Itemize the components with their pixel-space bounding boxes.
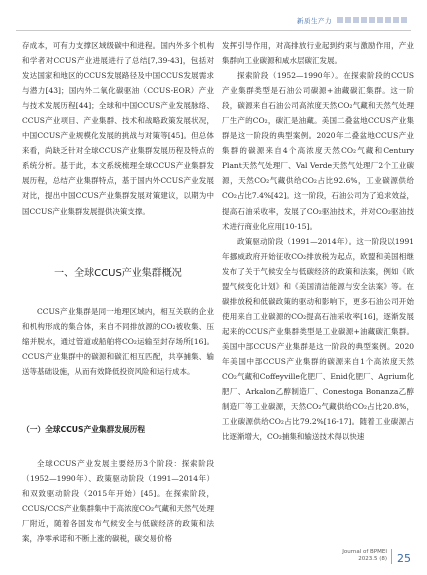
header-decoration [337, 17, 409, 23]
footer-journal [342, 549, 387, 563]
intro-paragraph: 存成本，可有力支撑区域级碳中和进程。国内外多个机构和学者对CCUS产业进展进行了总结[7,39-43]，包括对发达国家和地区的CCUS发展路径及中国CCUS发展需求与潜力[43]；国内外二氧化碳驱油（CCUS-EOR）产业与技术发展历程[44]；全球和中国CCUS产业发展脉络、CCUS产业项目、产业集群、技术和战略政策发展状况，中国CCUS产业规模化发展的挑战与对策等[45]。但总体来看，尚缺乏针对全球CCUS产业集群发展历程及特点的系统分析。基于此，本文系统梳理全球CCUS产业集群发展历程，总结产业集群特点，基于国内外CCUS产业发展对比，提出中国CCUS产业集群发展对策建议，以期为中国CCUS产业集群发展提供决策支撑。 [22, 41, 214, 216]
right-paragraph-1: 发挥引导作用，对高排放行业起到约束与激励作用，产业集群向工业碳源和咸水层碳汇发展。 [222, 41, 414, 66]
left-column [22, 38, 214, 219]
header-section-title: 新质生产力 [297, 17, 332, 25]
section-heading: 一、全球CCUS产业集群概况 [54, 268, 182, 279]
journal-issue: 2023.5 (8) [358, 556, 387, 562]
cluster-definition-paragraph: CCUS产业集群是同一地理区域内，相互关联的企业和机构形成的集合体，来自不同排放源的CO₂被收集、压缩并脱水，通过管道或船舶将CO₂运输至封存场所[16]。CCUS产业集群中的碳源和碳汇相互匹配，共享捕集、输送等基础设施，从而有效降低投资风险和运行成本。 [22, 306, 214, 376]
page-number: 25 [397, 552, 411, 565]
right-paragraph-3: 政策驱动阶段（1991—2014年）。这一阶段以1991年挪威政府开始征收CO₂排放税为起点，欧盟和美国相继发布了关于气候安全与低碳经济的政策和法案，例如《欧盟气候变化计划》和《美国清洁能源与安全法案》等。在碳排放税和低碳政策的驱动和影响下，更多石油公司开始使用来自工业碳源的CO₂提高石油采收率[16]，逐渐发展起来的CCUS产业集群类型是工业碳源+油藏碳汇集群。美国中部CCUS产业集群是这一阶段的典型案例。2020年美国中部CCUS产业集群的碳源来自1个高浓度天然CO₂气藏和Coffeyville化肥厂、Enid化肥厂、Agrium化肥厂、Arkalon乙醇制造厂、Conestoga Bonanza乙醇制造厂等工业碳源，天然CO₂气藏供给CO₂占比20.8%，工业碳源供给CO₂占比79.2%[16-17]。随着工业碳源占比逐渐增大，CO₂捕集和输送技术得以快速 [222, 236, 414, 442]
right-paragraph-2: 探索阶段（1952—1990年）。在探索阶段的CCUS产业集群类型是石油公司碳源+油藏碳汇集群。这一阶段，碳源来自石油公司高浓度天然CO₂气藏和天然气处理厂生产的CO₂，碳汇是油藏。美国二叠盆地CCUS产业集群是这一阶段的典型案例。2020年二叠盆地CCUS产业集群的碳源来自4个高浓度天然CO₂气藏和Century Plant天然气处理厂、Val Verde天然气处理厂2个工业碳源，天然CO₂气藏供给CO₂占比92.6%，工业碳源供给CO₂占比7.4%[42]。这一阶段，石油公司为了追求效益，提高石油采收率，发展了CO₂驱油技术，并对CO₂驱油技术进行商业化应用[10-15]。 [222, 71, 414, 231]
footer-divider [391, 549, 392, 564]
subsection-heading: （一）全球CCUS产业集群发展历程 [22, 425, 146, 434]
header-rule [16, 30, 411, 31]
right-column [222, 38, 414, 444]
journal-name: Journal of BPMEI [342, 549, 387, 555]
history-paragraph: 全球CCUS产业发展主要经历3个阶段：探索阶段（1952—1990年）、政策驱动阶段（1991—2014年）和双致驱动阶段（2015年开始）[45]。在探索阶段，CCUS/CCS产业集群集中于高浓度CO₂气藏和天然气处理厂附近，随着各国发布气候安全与低碳经济的政策和法案，净零承诺和不断上涨的碳税，碳交易价格 [22, 458, 214, 543]
